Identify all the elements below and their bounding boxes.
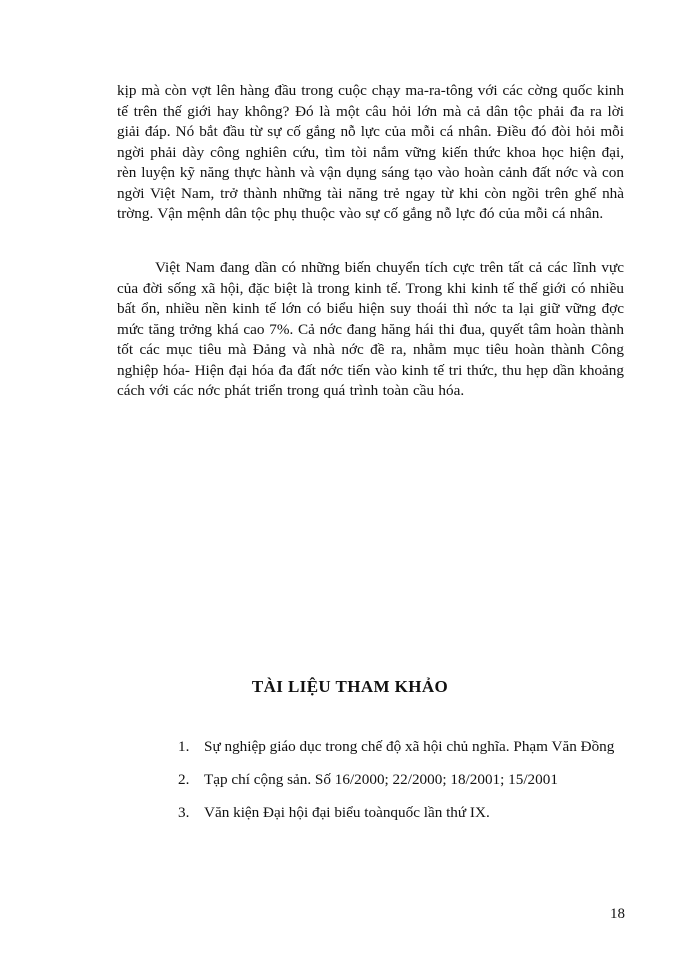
reference-item (178, 770, 618, 791)
body-paragraph-1: kịp mà còn vợt lên hàng đầu trong cuộc chạy ma-ra-tông với các cờng quốc kinh tế trên thế giới hay không? Đó là một câu hỏi lớn mà cả dân tộc phải đa ra lời giải đáp. Nó bắt đầu từ sự cố gắng nỗ lực của mỗi cá nhân. Điều đó đòi hỏi mỗi ngời phải dày công nghiên cứu, tìm tòi nắm vững kiến thức khoa học hiện đại, rèn luyện kỹ năng thực hành và vận dụng sáng tạo vào hoàn cảnh đất nớc và con ngời Việt Nam, trở thành những tài năng trẻ ngay từ khi còn ngồi trên ghế nhà trờng. Vận mệnh dân tộc phụ thuộc vào sự cố gắng nỗ lực đó của mỗi cá nhân. (117, 82, 624, 222)
reference-text: Văn kiện Đại hội đại biểu toànquốc lần thứ IX. (204, 804, 490, 821)
page-number: 18 (610, 906, 625, 922)
body-paragraph-2: Việt Nam đang dần có những biến chuyển tích cực trên tất cả các lĩnh vực của đời sống xã hội, đặc biệt là trong kinh tế. Trong khi kinh tế thế giới có nhiều bất ổn, nhiều nền kinh tế lớn có biểu hiện suy thoái thì nớc ta lại giữ vững đợc mức tăng trởng khá cao 7%. Cả nớc đang hăng hái thi đua, quyết tâm hoàn thành tốt các mục tiêu mà Đảng và nhà nớc đề ra, nhằm mục tiêu hoàn thành Công nghiệp hóa- Hiện đại hóa đa đất nớc tiến vào kinh tế tri thức, thu hẹp dần khoảng cách với các nớc phát triển trong quá trình toàn cầu hóa. (117, 259, 624, 399)
reference-item (178, 803, 618, 824)
reference-number: 2. (178, 771, 190, 788)
reference-text: Tạp chí cộng sản. Số 16/2000; 22/2000; 18/2001; 15/2001 (204, 771, 558, 788)
reference-text: Sự nghiệp giáo dục trong chế độ xã hội chủ nghĩa. Phạm Văn Đồng (204, 738, 615, 755)
reference-number: 3. (178, 804, 190, 821)
references-list (178, 737, 618, 836)
references-title: TÀI LIỆU THAM KHẢO (251, 677, 449, 696)
reference-number: 1. (178, 738, 190, 755)
reference-item (178, 737, 618, 758)
